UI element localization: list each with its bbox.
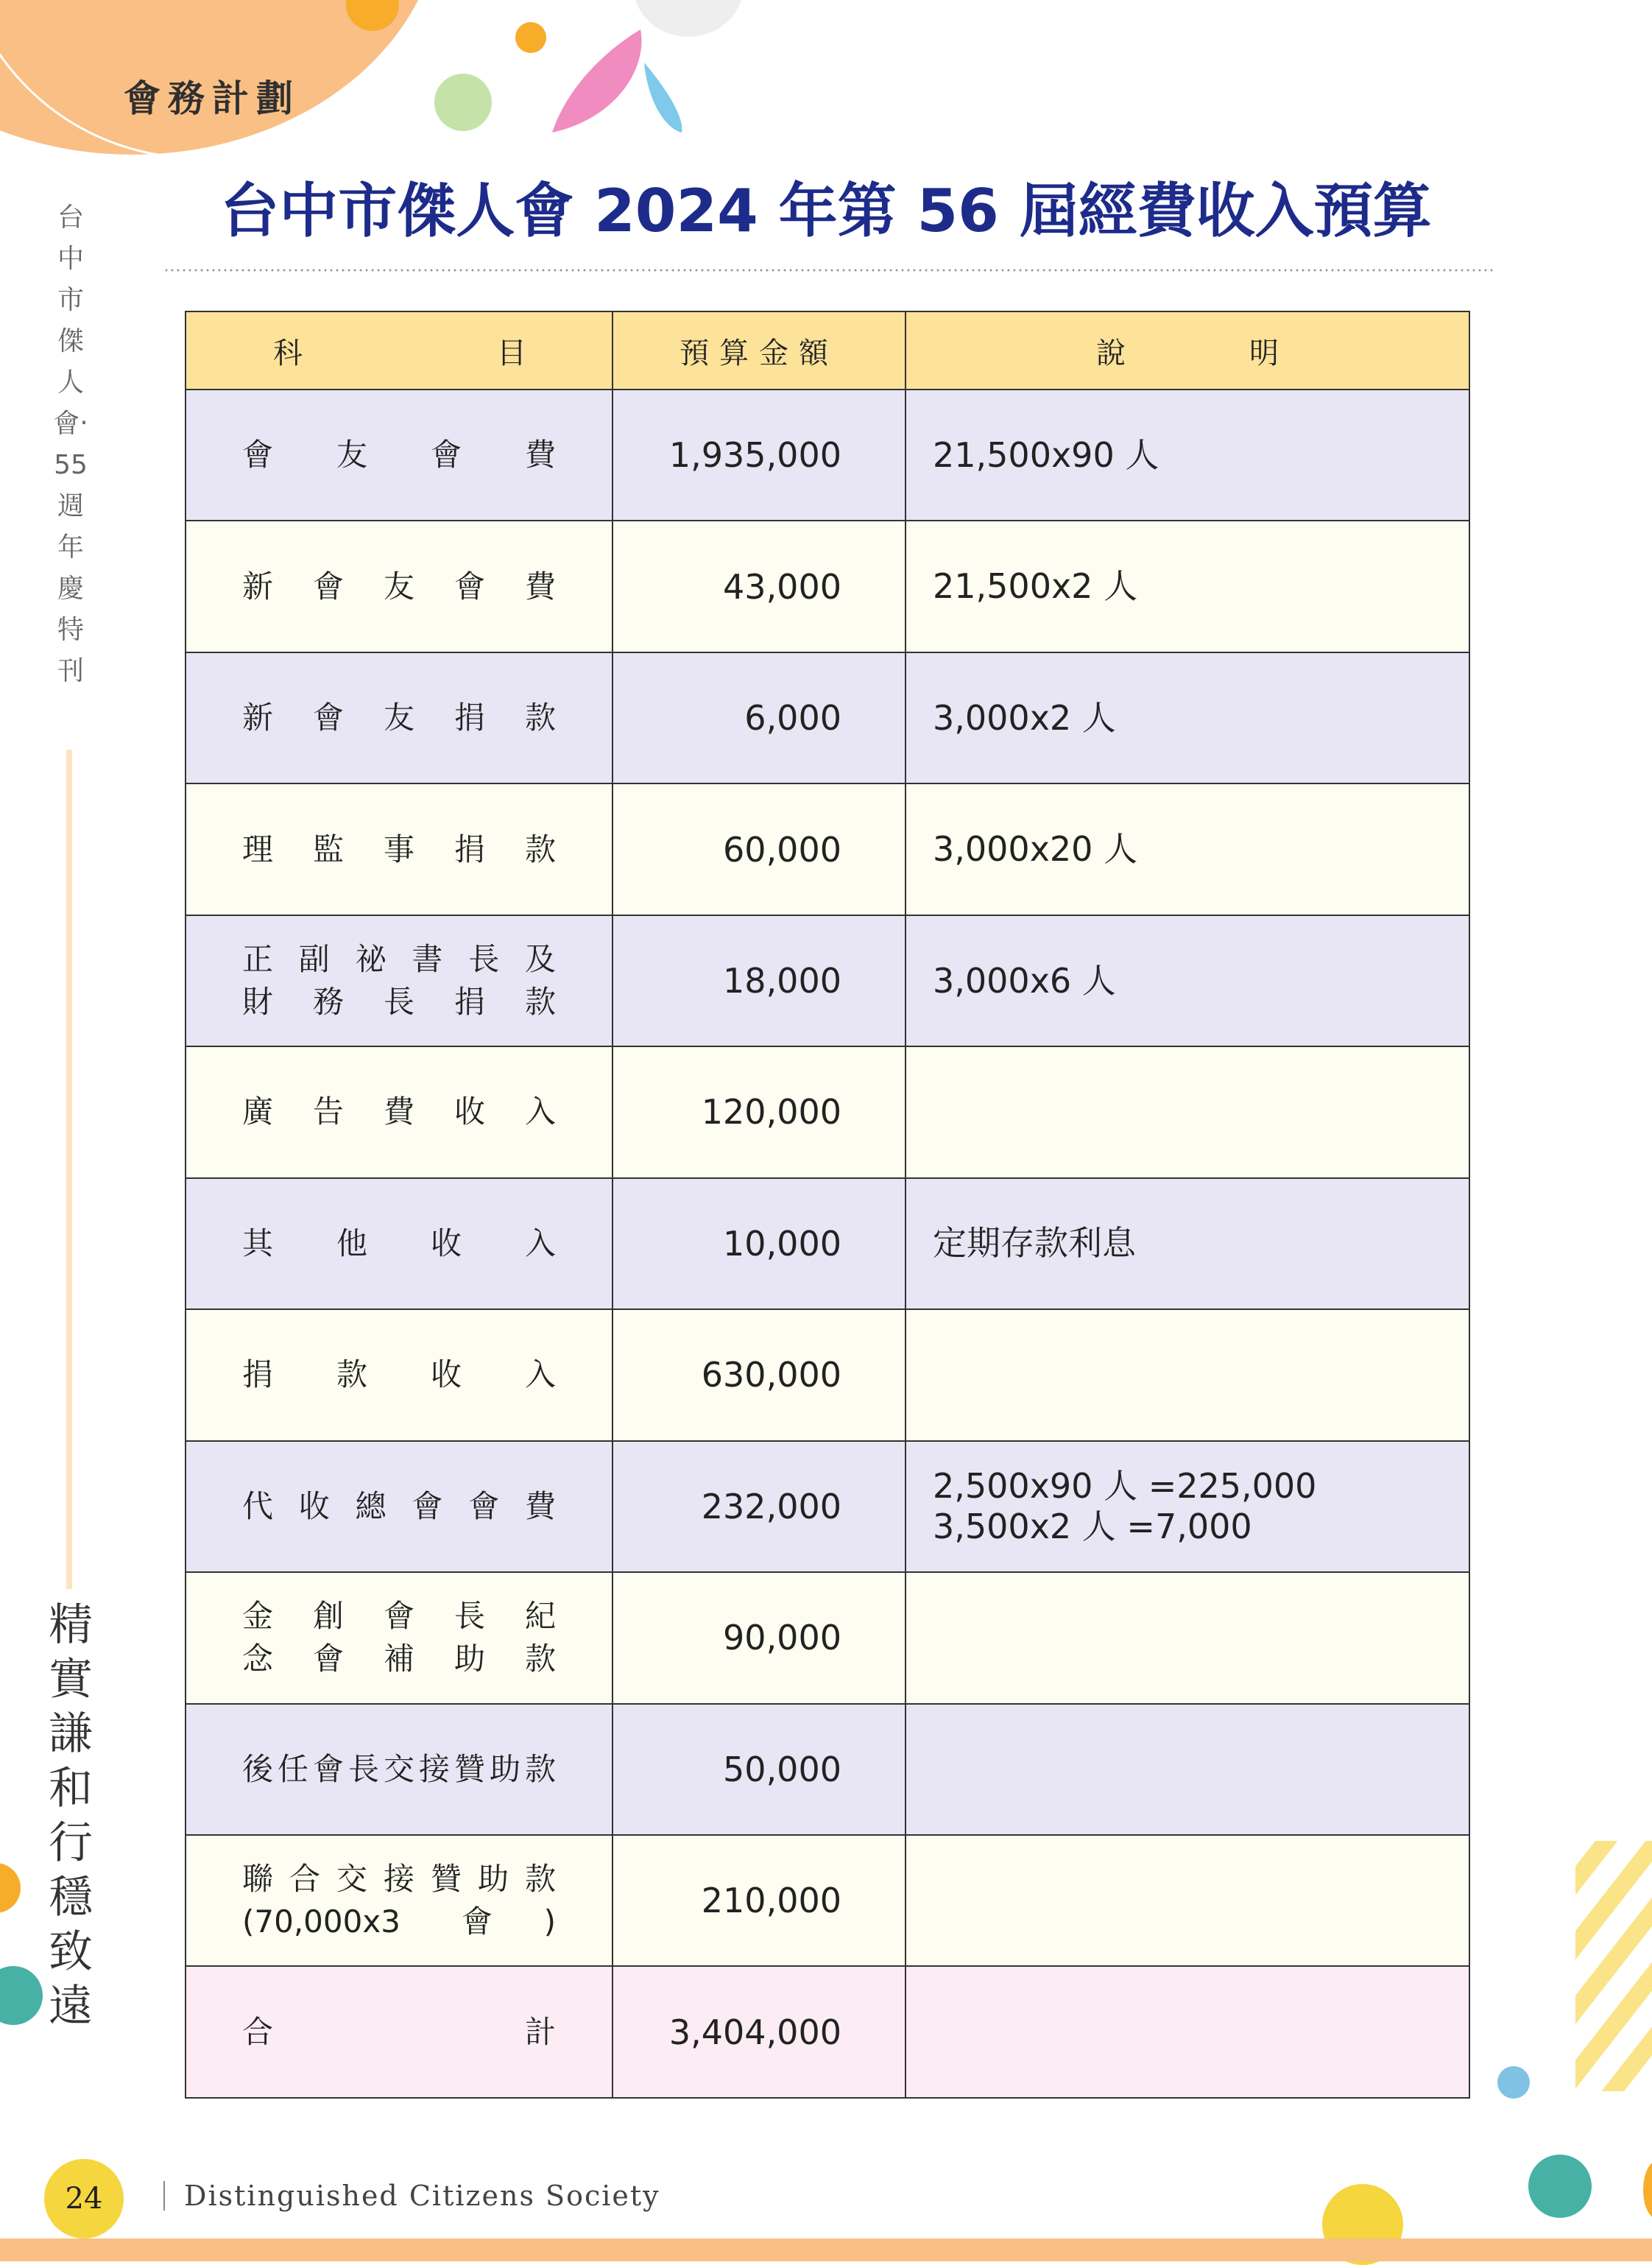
description-text: 21,500x2 人: [933, 566, 1138, 607]
item-text: 捐款收入: [242, 1356, 556, 1393]
decorative-petals: [537, 22, 707, 140]
footer-divider: [163, 2181, 165, 2211]
cell-item: [186, 915, 613, 1046]
cell-description: [906, 652, 1469, 783]
cell-item: [186, 1441, 613, 1572]
item-text: 正副祕書長及: [242, 941, 556, 978]
table-row: [186, 521, 1469, 652]
cell-item: [186, 783, 613, 915]
item-text: 廣告費收入: [242, 1093, 556, 1130]
cell-amount: 6,000: [613, 652, 906, 783]
cell-description: [906, 1309, 1469, 1440]
decorative-dot: [434, 74, 492, 131]
cell-description: [906, 783, 1469, 915]
table-total-row: [186, 1966, 1469, 2098]
decorative-dot: [1643, 2160, 1652, 2219]
decorative-dot: [1497, 2066, 1530, 2099]
item-text: 財務長捐款: [242, 984, 556, 1021]
table-row: [186, 652, 1469, 783]
cell-description: [906, 915, 1469, 1046]
table-row: [186, 915, 1469, 1046]
table-row: [186, 783, 1469, 915]
decorative-petal-blue: [644, 63, 682, 133]
cell-amount: 1,935,000: [613, 390, 906, 521]
item-text: (70,000x3 會): [242, 1903, 556, 1940]
cell-amount: 120,000: [613, 1046, 906, 1177]
total-amount: 3,404,000: [613, 1966, 906, 2098]
description-text: 3,000x6 人: [933, 960, 1116, 1001]
decorative-stripes: [1575, 1841, 1652, 2091]
item-text: 聯合交接贊助款: [242, 1861, 556, 1898]
cell-amount: 232,000: [613, 1441, 906, 1572]
cell-description: [906, 1441, 1469, 1572]
cell-item: [186, 1309, 613, 1440]
cell-item: [186, 1704, 613, 1835]
cell-description: [906, 1704, 1469, 1835]
decorative-dot: [0, 1966, 43, 2025]
section-label: 會務計劃: [124, 77, 300, 120]
vertical-subtitle: 台中市傑人會‧55週年慶特刊: [53, 202, 88, 686]
description-text: 3,000x20 人: [933, 829, 1138, 870]
item-text: 後任會長交接贊助款: [242, 1750, 556, 1787]
vertical-motto: 精實謙和 行穩致遠: [49, 1599, 93, 2032]
cell-description: [906, 390, 1469, 521]
footer-bar: [0, 2238, 1652, 2261]
cell-amount: 43,000: [613, 521, 906, 652]
header-amount: 預算金額: [613, 311, 906, 390]
title-divider: [163, 268, 1493, 272]
table-row: [186, 390, 1469, 521]
table-body: [186, 390, 1469, 2098]
description-text: 定期存款利息: [933, 1223, 1136, 1264]
decorative-dot: [1528, 2155, 1592, 2218]
cell-item: [186, 1178, 613, 1309]
decorative-dot: [0, 1863, 21, 1913]
item-text: 代收總會會費: [242, 1487, 556, 1524]
footer-society-name: Distinguished Citizens Society: [184, 2180, 660, 2212]
table-row: [186, 1835, 1469, 1966]
page-title: 台中市傑人會 2024 年第 56 屆經費收入預算: [220, 177, 1432, 245]
vertical-divider: [66, 750, 72, 1589]
cell-amount: 60,000: [613, 783, 906, 915]
item-text: 金創會長紀: [242, 1598, 556, 1635]
cell-item: [186, 521, 613, 652]
description-text: 2,500x90 人 =225,000: [933, 1465, 1317, 1506]
item-text: 理監事捐款: [242, 831, 556, 867]
table-row: [186, 1704, 1469, 1835]
description-text: 21,500x90 人: [933, 434, 1159, 475]
cell-amount: 18,000: [613, 915, 906, 1046]
item-text: 會友會費: [242, 437, 556, 473]
total-description: [906, 1966, 1469, 2098]
budget-table: [185, 311, 1470, 2099]
cell-item: [186, 1046, 613, 1177]
cell-item: [186, 1835, 613, 1966]
cell-description: [906, 1046, 1469, 1177]
decorative-petal-pink: [552, 29, 642, 133]
item-text: 其他收入: [242, 1225, 556, 1261]
cell-amount: 50,000: [613, 1704, 906, 1835]
cell-description: [906, 1572, 1469, 1703]
table-header-row: [186, 311, 1469, 390]
cell-amount: 10,000: [613, 1178, 906, 1309]
table-row: [186, 1309, 1469, 1440]
cell-amount: 90,000: [613, 1572, 906, 1703]
header-description: 說明: [906, 311, 1469, 390]
table-row: [186, 1178, 1469, 1309]
cell-item: [186, 390, 613, 521]
item-text: 念會補助款: [242, 1641, 556, 1677]
cell-amount: 630,000: [613, 1309, 906, 1440]
item-text: 新會友會費: [242, 568, 556, 605]
description-text: 3,500x2 人 =7,000: [933, 1506, 1252, 1546]
header-item: 科目: [186, 311, 613, 390]
item-text: 新會友捐款: [242, 700, 556, 736]
cell-item: [186, 652, 613, 783]
description-text: 3,000x2 人: [933, 697, 1116, 738]
page-number: 24: [44, 2159, 124, 2238]
table-row: [186, 1572, 1469, 1703]
cell-amount: 210,000: [613, 1835, 906, 1966]
cell-description: [906, 1178, 1469, 1309]
total-label: 合計: [186, 1966, 613, 2098]
table-row: [186, 1046, 1469, 1177]
cell-item: [186, 1572, 613, 1703]
cell-description: [906, 1835, 1469, 1966]
table-row: [186, 1441, 1469, 1572]
cell-description: [906, 521, 1469, 652]
